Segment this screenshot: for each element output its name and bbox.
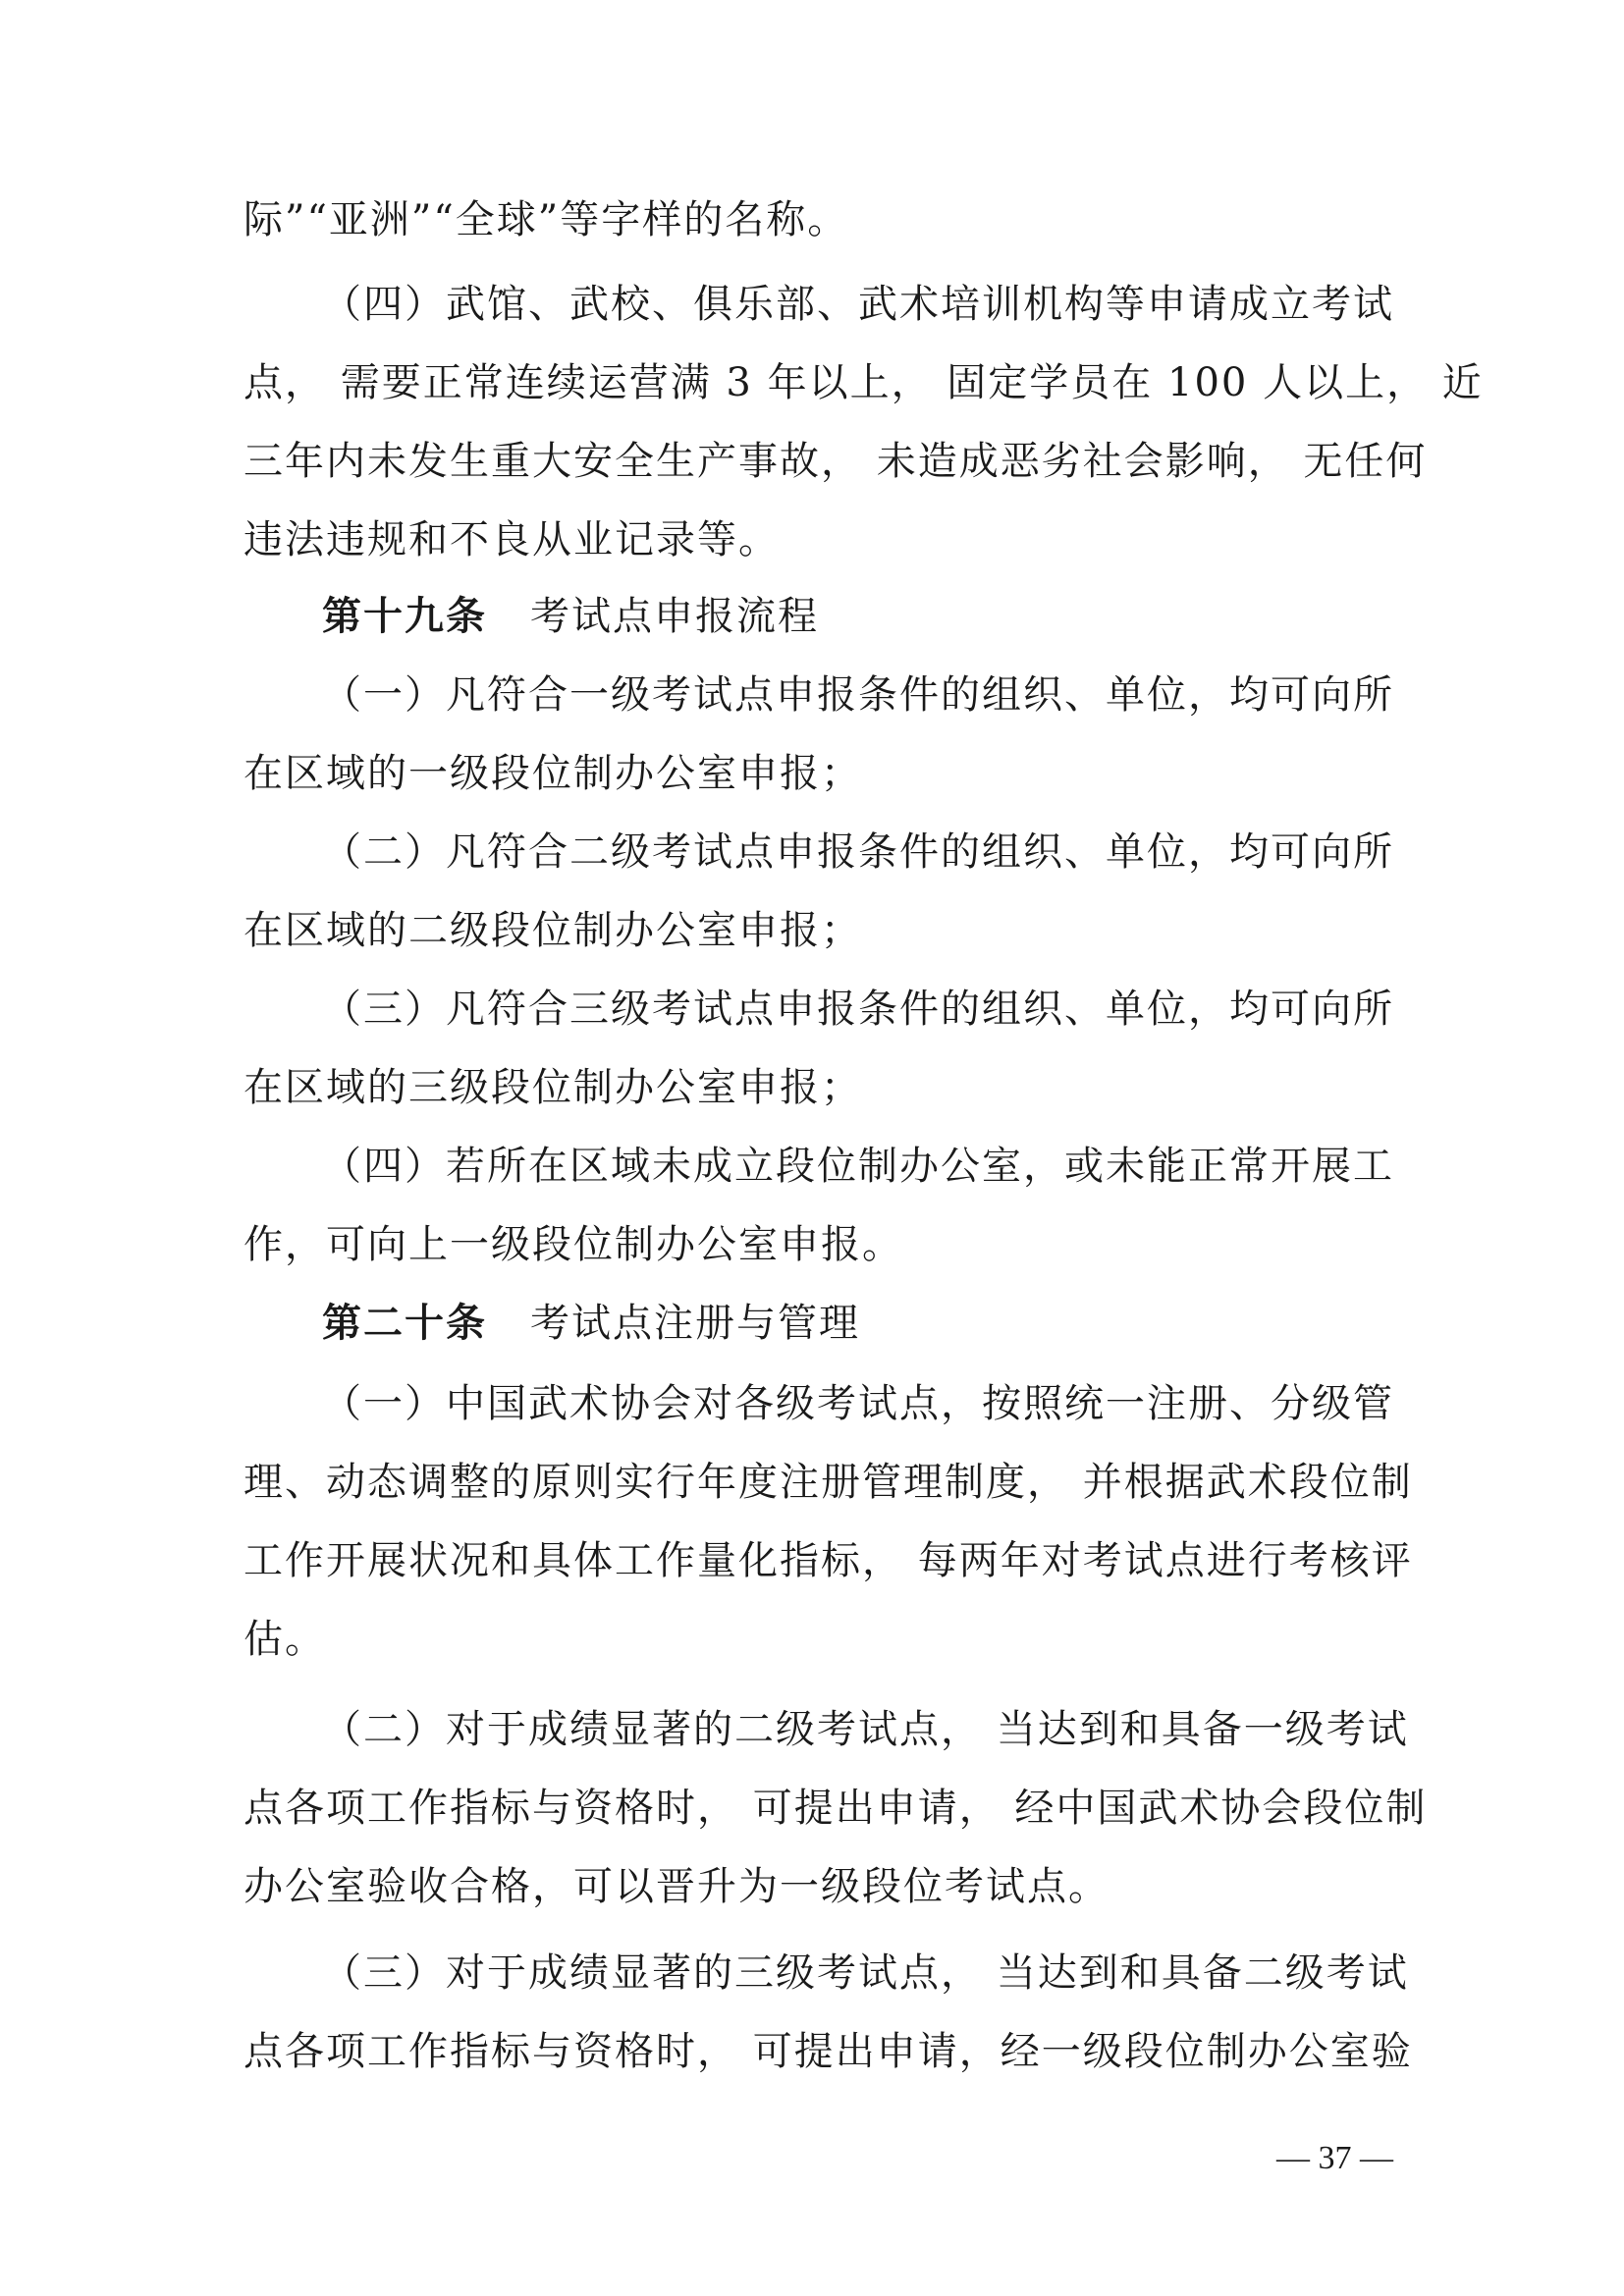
body-line: （一）中国武术协会对各级考试点，按照统一注册、分级管 bbox=[322, 1381, 1394, 1426]
body-line: 三年内未发生重大安全生产事故， 未造成恶劣社会影响， 无任何 bbox=[244, 439, 1428, 484]
body-line: 理、动态调整的原则实行年度注册管理制度， 并根据武术段位制 bbox=[244, 1460, 1413, 1505]
body-line: 违法违规和不良从业记录等。 bbox=[244, 517, 780, 562]
body-line: 在区域的一级段位制办公室申报； bbox=[244, 751, 862, 796]
article-heading bbox=[322, 589, 819, 644]
body-line: 点各项工作指标与资格时， 可提出申请，经一级段位制办公室验 bbox=[244, 2029, 1413, 2074]
body-line: 点各项工作指标与资格时， 可提出申请， 经中国武术协会段位制 bbox=[244, 1786, 1428, 1831]
body-line: （二）对于成绩显著的二级考试点， 当达到和具备一级考试 bbox=[322, 1707, 1409, 1752]
body-line: 办公室验收合格，可以晋升为一级段位考试点。 bbox=[244, 1864, 1110, 1909]
body-line: 在区域的二级段位制办公室申报； bbox=[244, 908, 862, 953]
body-line: （三）凡符合三级考试点申报条件的组织、单位，均可向所 bbox=[322, 987, 1394, 1032]
body-line: （一）凡符合一级考试点申报条件的组织、单位，均可向所 bbox=[322, 672, 1394, 718]
article-title: 考试点申报流程 bbox=[530, 594, 819, 639]
body-line: 际”“亚洲”“全球”等字样的名称。 bbox=[244, 197, 849, 242]
article-number: 第二十条 bbox=[322, 1301, 487, 1346]
body-line: （二）凡符合二级考试点申报条件的组织、单位，均可向所 bbox=[322, 829, 1394, 875]
body-line: 作，可向上一级段位制办公室申报。 bbox=[244, 1222, 903, 1267]
article-number: 第十九条 bbox=[322, 594, 487, 639]
body-line: （四）若所在区域未成立段位制办公室，或未能正常开展工 bbox=[322, 1144, 1394, 1189]
page-number: — 37 — bbox=[1276, 2140, 1393, 2176]
body-line: 估。 bbox=[244, 1617, 326, 1662]
body-line: （三）对于成绩显著的三级考试点， 当达到和具备二级考试 bbox=[322, 1950, 1409, 1996]
article-heading bbox=[322, 1296, 860, 1351]
body-line: 点， 需要正常连续运营满 3 年以上， 固定学员在 100 人以上， 近 bbox=[244, 360, 1484, 405]
body-line: 在区域的三级段位制办公室申报； bbox=[244, 1065, 862, 1110]
body-line: 工作开展状况和具体工作量化指标， 每两年对考试点进行考核评 bbox=[244, 1538, 1413, 1583]
article-title: 考试点注册与管理 bbox=[530, 1301, 860, 1346]
body-line: （四）武馆、武校、俱乐部、武术培训机构等申请成立考试 bbox=[322, 282, 1394, 327]
